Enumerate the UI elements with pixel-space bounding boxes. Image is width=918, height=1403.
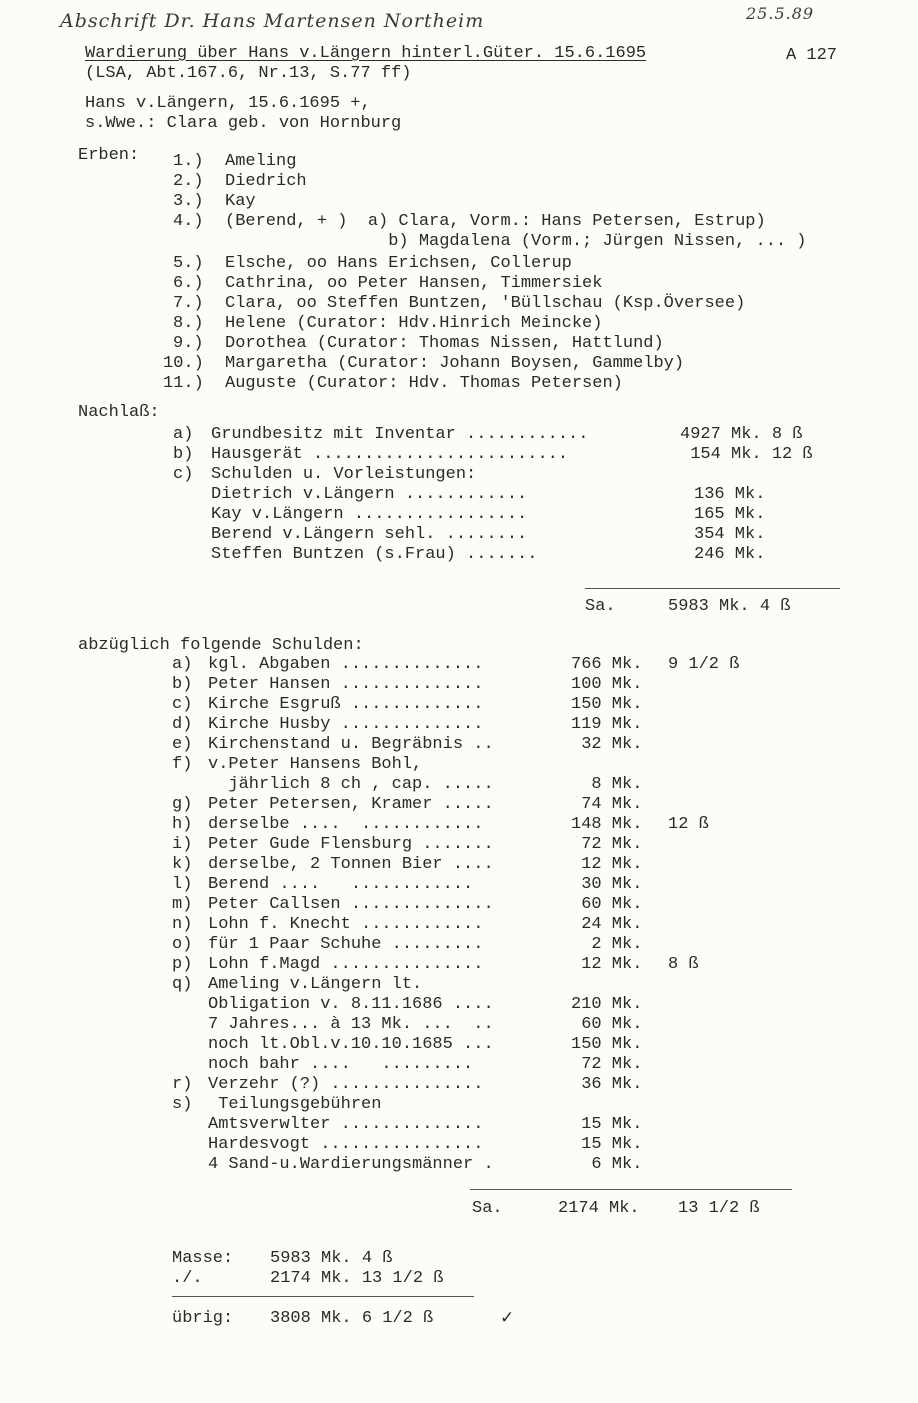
debt-item-amount: 60 Mk. <box>571 1015 643 1034</box>
person-line-2: s.Wwe.: Clara geb. von Hornburg <box>85 114 402 133</box>
debt-item-key: q) <box>172 975 193 994</box>
heir-number: 10.) <box>163 354 204 373</box>
estate-item-amount: 4927 Mk. 8 ß <box>680 425 803 444</box>
heir-entry: Dorothea (Curator: Thomas Nissen, Hattlund) <box>225 334 664 353</box>
heir-entry: Clara, oo Steffen Buntzen, 'Büllschau (Ksp.Översee) <box>225 294 746 313</box>
debt-item-amount: 148 Mk. <box>571 815 643 834</box>
debt-item-key: n) <box>172 915 193 934</box>
debt-item-text: Peter Gude Flensburg ....... <box>208 835 494 854</box>
debt-item-text: Peter Hansen .............. <box>208 675 484 694</box>
debt-item-key: b) <box>172 675 193 694</box>
estate-sum-value: 5983 Mk. 4 ß <box>668 597 791 616</box>
heir-entry: Auguste (Curator: Hdv. Thomas Petersen) <box>225 374 623 393</box>
debt-item-amount: 119 Mk. <box>571 715 643 734</box>
debt-item-text: Berend .... ............ <box>208 875 474 894</box>
heir-entry: Helene (Curator: Hdv.Hinrich Meincke) <box>225 314 603 333</box>
estate-item-key: c) <box>173 465 194 484</box>
debt-item-text: Kirchenstand u. Begräbnis .. <box>208 735 494 754</box>
estate-label: Nachlaß: <box>78 403 160 422</box>
debts-sum-label: Sa. <box>472 1199 503 1218</box>
debt-item-text: Verzehr (?) ............... <box>208 1075 484 1094</box>
estate-sum-label: Sa. <box>585 597 616 616</box>
debt-item-key: i) <box>172 835 193 854</box>
debt-item-text: Hardesvogt ................ <box>208 1135 484 1154</box>
debt-item-amount: 15 Mk. <box>571 1135 643 1154</box>
doc-source: (LSA, Abt.167.6, Nr.13, S.77 ff) <box>85 64 412 83</box>
heir-number: 3.) <box>173 192 204 211</box>
heir-entry: Elsche, oo Hans Erichsen, Collerup <box>225 254 572 273</box>
debt-item-amount: 210 Mk. <box>571 995 643 1014</box>
debt-item-key: c) <box>172 695 193 714</box>
debt-item-text: noch bahr .... ......... <box>208 1055 474 1074</box>
handwritten-title: Abschrift Dr. Hans Martensen Northeim <box>60 10 485 32</box>
minus-value: 2174 Mk. 13 1/2 ß <box>270 1269 444 1288</box>
debt-item-text: Peter Petersen, Kramer ..... <box>208 795 494 814</box>
debt-item-text: für 1 Paar Schuhe ......... <box>208 935 484 954</box>
debt-item-text: derselbe .... ............ <box>208 815 484 834</box>
debt-item-text: Amtsverwlter .............. <box>208 1115 484 1134</box>
debt-item-key: f) <box>172 755 193 774</box>
estate-item-amount: 246 Mk. <box>694 545 766 564</box>
masse-label: Masse: <box>172 1249 234 1268</box>
debt-item-key: h) <box>172 815 193 834</box>
heir-number: 6.) <box>173 274 204 293</box>
debt-item-text: Obligation v. 8.11.1686 .... <box>208 995 494 1014</box>
estate-item-amount: 165 Mk. <box>694 505 766 524</box>
heir-number: 8.) <box>173 314 204 333</box>
debt-item-text: Peter Callsen .............. <box>208 895 494 914</box>
debt-item-text: Lohn f.Magd ............... <box>208 955 484 974</box>
debt-item-text: v.Peter Hansens Bohl, <box>208 755 423 774</box>
debt-item-text: Lohn f. Knecht ............ <box>208 915 484 934</box>
debt-item-amount: 12 Mk. <box>571 955 643 974</box>
estate-item-text: Dietrich v.Längern ............ <box>211 485 528 504</box>
debt-item-amount: 32 Mk. <box>571 735 643 754</box>
heir-entry: Margaretha (Curator: Johann Boysen, Gammelby) <box>225 354 685 373</box>
heir-number: 7.) <box>173 294 204 313</box>
heir-number: 9.) <box>173 334 204 353</box>
heir-number: 1.) <box>173 152 204 171</box>
debt-item-text: kgl. Abgaben .............. <box>208 655 484 674</box>
handwritten-date: 25.5.89 <box>746 4 815 23</box>
estate-item-amount: 354 Mk. <box>694 525 766 544</box>
heir-number: 4.) <box>173 212 204 231</box>
debt-item-amount: 100 Mk. <box>571 675 643 694</box>
debt-item-text: 4 Sand-u.Wardierungsmänner . <box>208 1155 494 1174</box>
debt-item-key: e) <box>172 735 193 754</box>
debts-sum-extra: 13 1/2 ß <box>678 1199 760 1218</box>
debt-item-amount: 72 Mk. <box>571 835 643 854</box>
estate-item-amount: 136 Mk. <box>694 485 766 504</box>
heir-number: 2.) <box>173 172 204 191</box>
debt-item-extra: 9 1/2 ß <box>668 655 740 674</box>
debt-item-amount: 150 Mk. <box>571 695 643 714</box>
doc-number: A 127 <box>786 46 838 65</box>
debt-item-text: 7 Jahres... à 13 Mk. ... .. <box>208 1015 494 1034</box>
person-line-1: Hans v.Längern, 15.6.1695 +, <box>85 94 371 113</box>
debt-item-text: Kirche Esgruß ............. <box>208 695 484 714</box>
debt-item-key: m) <box>172 895 193 914</box>
debt-item-extra: 8 ß <box>668 955 699 974</box>
debt-item-amount: 24 Mk. <box>571 915 643 934</box>
estate-item-text: Kay v.Längern ................. <box>211 505 528 524</box>
debt-item-text: Kirche Husby .............. <box>208 715 484 734</box>
heir-number: 11.) <box>163 374 204 393</box>
heir-number: 5.) <box>173 254 204 273</box>
rest-value: 3808 Mk. 6 1/2 ß <box>270 1309 434 1328</box>
debt-item-amount: 6 Mk. <box>571 1155 643 1174</box>
debt-item-amount: 74 Mk. <box>571 795 643 814</box>
debt-item-amount: 36 Mk. <box>571 1075 643 1094</box>
debt-item-amount: 8 Mk. <box>571 775 643 794</box>
debt-item-text: jährlich 8 ch , cap. ..... <box>208 775 494 794</box>
debt-item-key: o) <box>172 935 193 954</box>
estate-item-amount: 154 Mk. 12 ß <box>680 445 813 464</box>
estate-item-key: a) <box>173 425 194 444</box>
doc-title: Wardierung über Hans v.Längern hinterl.Güter. 15.6.1695 <box>85 44 647 63</box>
heir-entry: b) Magdalena (Vorm.; Jürgen Nissen, ... ) <box>225 232 807 251</box>
heir-entry: Cathrina, oo Peter Hansen, Timmersiek <box>225 274 603 293</box>
debt-item-text: derselbe, 2 Tonnen Bier .... <box>208 855 494 874</box>
debt-item-text: noch lt.Obl.v.10.10.1685 ... <box>208 1035 494 1054</box>
heir-entry: (Berend, + ) a) Clara, Vorm.: Hans Petersen, Estrup) <box>225 212 766 231</box>
debt-item-amount: 60 Mk. <box>571 895 643 914</box>
debt-item-text: Teilungsgebühren <box>208 1095 382 1114</box>
estate-item-text: Grundbesitz mit Inventar ............ <box>211 425 589 444</box>
estate-item-text: Berend v.Längern sehl. ........ <box>211 525 528 544</box>
estate-item-text: Steffen Buntzen (s.Frau) ....... <box>211 545 538 564</box>
debts-sum-value: 2174 Mk. <box>558 1199 640 1218</box>
debt-item-amount: 766 Mk. <box>571 655 643 674</box>
debt-item-amount: 12 Mk. <box>571 855 643 874</box>
debt-item-extra: 12 ß <box>668 815 709 834</box>
heir-entry: Ameling <box>225 152 297 171</box>
estate-item-text: Schulden u. Vorleistungen: <box>211 465 477 484</box>
heirs-label: Erben: <box>78 146 140 165</box>
debt-item-amount: 150 Mk. <box>571 1035 643 1054</box>
estate-sum-rule <box>585 588 840 589</box>
debt-item-key: k) <box>172 855 193 874</box>
debt-item-key: r) <box>172 1075 193 1094</box>
minus-label: ./. <box>172 1269 203 1288</box>
debt-item-key: p) <box>172 955 193 974</box>
estate-item-key: b) <box>173 445 194 464</box>
debt-item-key: l) <box>172 875 193 894</box>
debt-item-amount: 2 Mk. <box>571 935 643 954</box>
masse-value: 5983 Mk. 4 ß <box>270 1249 393 1268</box>
heir-entry: Kay <box>225 192 256 211</box>
debt-item-key: g) <box>172 795 193 814</box>
balance-rule <box>172 1296 474 1297</box>
debt-item-key: d) <box>172 715 193 734</box>
debt-item-text: Ameling v.Längern lt. <box>208 975 423 994</box>
heir-entry: Diedrich <box>225 172 307 191</box>
debts-sum-rule <box>470 1189 792 1190</box>
estate-item-text: Hausgerät ......................... <box>211 445 569 464</box>
debt-item-amount: 30 Mk. <box>571 875 643 894</box>
check-mark-icon: ✓ <box>500 1308 515 1328</box>
debt-item-amount: 72 Mk. <box>571 1055 643 1074</box>
debt-item-key: a) <box>172 655 193 674</box>
rest-label: übrig: <box>172 1309 234 1328</box>
debt-item-amount: 15 Mk. <box>571 1115 643 1134</box>
debts-label: abzüglich folgende Schulden: <box>78 636 364 655</box>
debt-item-key: s) <box>172 1095 193 1114</box>
